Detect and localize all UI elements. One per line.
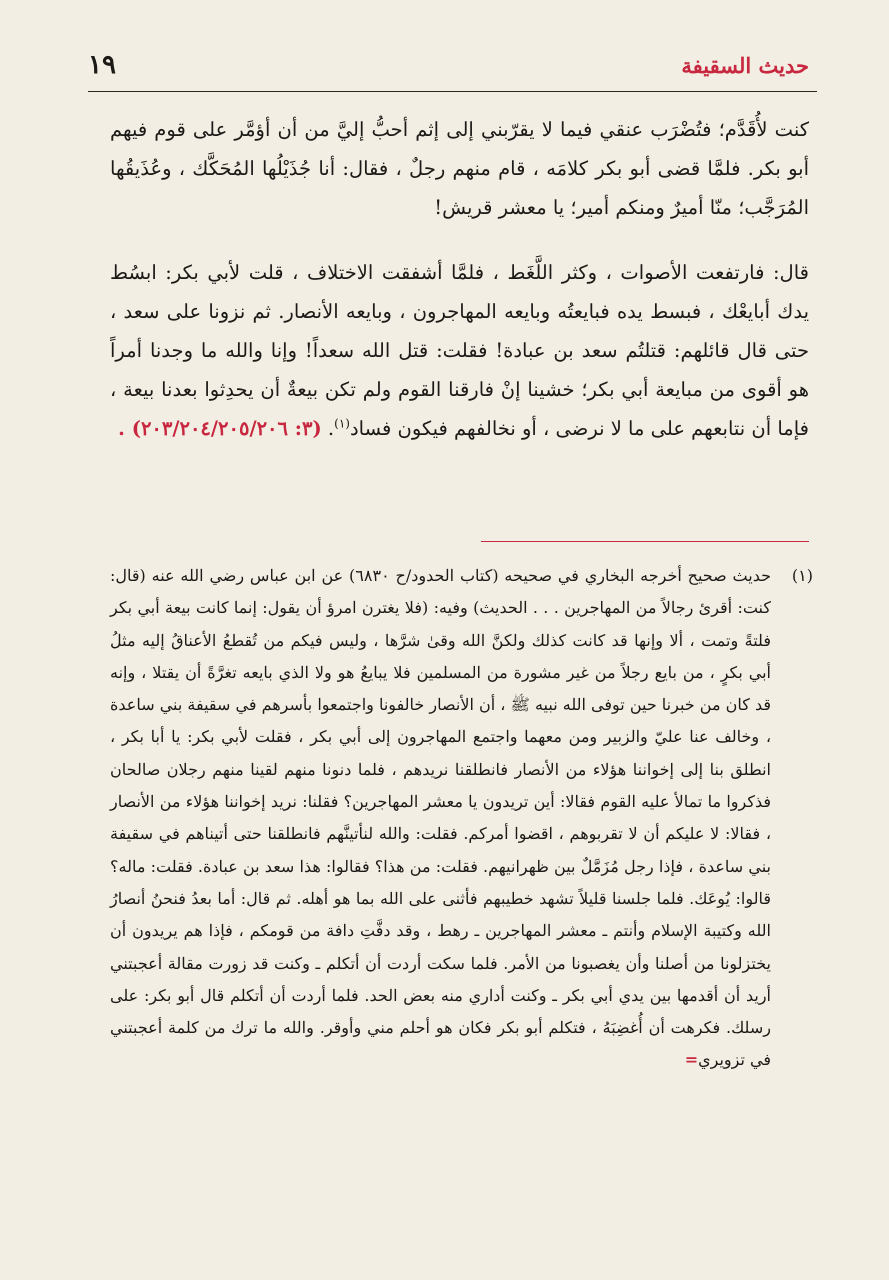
main-text <box>110 110 809 448</box>
footnote <box>110 560 813 1077</box>
paragraph-2-text: قال: فارتفعت الأصوات ، وكثر اللَّغَط ، فلمَّا أشفقت الاختلاف ، قلت لأبي بكر: ابسُط يدك أبايعْك ، فبسط يده فبايعتُه وبايعه المهاجرون ، وبايعه الأنصار. ثم نزونا على سعد ، حتى قال قائلهم: قتلتُم سعد بن عبادة! فقلت: قتل الله سعداً! وإنا والله ما وجدنا أمراً هو أقوى من مبايعة أبي بكر؛ خشينا إنْ فارقنا القوم ولم تكن بيعةٌ أن يحدِثوا بعدنا بيعة ، فإما أن نتابعهم على ما لا نرضى ، أو نخالفهم فيكون فساد <box>110 261 809 440</box>
continuation-mark: = <box>684 1050 699 1070</box>
page-number: ١٩ <box>88 50 116 80</box>
footnote-body <box>110 560 771 1077</box>
footnote-marker: (١) <box>791 566 813 585</box>
footnote-text: حديث صحيح أخرجه البخاري في صحيحه (كتاب الحدود/ح ٦٨٣٠) عن ابن عباس رضي الله عنه (قال: كنت: أقرئ رجالاً من المهاجرين . . . الحديث) وفيه: (فلا يغترن امرؤ أن يقول: إنما كانت بيعة أبي بكر فلتةً وتمت ، ألا وإنها قد كانت كذلك ولكنَّ الله وقىٰ شرَّها ، وليس فيكم من تُقطعُ الأعناقُ إليه مثلُ أبي بكرٍ ، من بايع رجلاً من غير مشورة من المسلمين فلا يبايعُ هو ولا الذي بايعه تغرَّةً أن يقتلا ، وإنه قد كان من خبرنا حين توفى الله نبيه ﷺ ، أن الأنصار خالفونا واجتمعوا بأسرهم في سقيفة بني ساعدة ، وخالف عنا عليّ والزبير ومن معهما واجتمع المهاجرون إلى أبي بكر ، فقلت لأبي بكر: يا أبا بكر ، انطلق بنا إلى إخواننا هؤلاء من الأنصار فانطلقنا نريدهم ، فلما دنونا منهم لقينا منهم رجلان صالحان فذكروا ما تمالأ عليه القوم فقالا: أين تريدون يا معشر المهاجرين؟ فقلنا: نريد إخواننا هؤلاء من الأنصار ، فقالا: لا عليكم أن لا تقربوهم ، اقضوا أمركم. فقلت: والله لنأتينَّهم فانطلقنا حتى أتيناهم في سقيفة بني ساعدة ، فإذا رجل مُزَمَّلٌ بين ظهرانيهم. فقلت: من هذا؟ فقالوا: هذا سعد بن عبادة. فقلت: ماله؟ قالوا: يُوعَك. فلما جلسنا قليلاً تشهد خطيبهم فأثنى على الله بما هو أهله. ثم قال: أما بعدُ فنحنُ أنصارُ الله وكتيبة الإسلام وأنتم ـ معشر المهاجرين ـ رهط ، وقد دفَّتِ دافة من قومكم ، فإذا هم يريدون أن يختزلونا من أصلنا وأن يغصبونا من الأمر. فلما سكت أردت أن أتكلم ـ وكنت قد زورت مقالة أعجبتني أريد أن أقدمها بين يدي أبي بكر ـ وكنت أداري منه بعض الحد. فلما أردت أن أتكلم قال أبو بكر: على رسلك. فكرهت أن أُغضِبَهُ ، فتكلم أبو بكر فكان هو أحلم مني وأوقر. والله ما ترك من كلمة أعجبتني في تزويري <box>110 566 772 1070</box>
running-title: حديث السقيفة <box>681 52 809 78</box>
page-header <box>88 42 809 88</box>
footnote-reference: (١) <box>334 416 350 431</box>
header-rule <box>88 91 817 92</box>
footnote-separator <box>481 541 809 542</box>
paragraph-1: كنت لأُقَدَّم؛ فتُضْرَب عنقي فيما لا يقرّبني إلى إثم أحبُّ إليَّ من أن أؤمَّر على قوم فيهم أبو بكر. فلمَّا قضى أبو بكر كلامَه ، قام منهم رجلٌ ، فقال: أنا جُذَيْلُها المُحَكَّك ، وعُذَيقُها المُرَجَّب؛ منّا أميرٌ ومنكم أمير؛ يا معشر قريش! <box>110 118 809 219</box>
source-citation: (٣: ٢٠٣/٢٠٤/٢٠٥/٢٠٦) . <box>118 417 322 440</box>
paragraph-2: قال: فارتفعت الأصوات ، وكثر اللَّغَط ، فلمَّا أشفقت الاختلاف ، قلت لأبي بكر: ابسُط يدك أبايعْك ، فبسط يده فبايعتُه وبايعه المهاجرون ، وبايعه الأنصار. ثم نزونا على سعد ، حتى قال قائلهم: قتلتُم سعد بن عبادة! فقلت: قتل الله سعداً! وإنا والله ما وجدنا أمراً هو أقوى من مبايعة أبي بكر؛ خشينا إنْ فارقنا القوم ولم تكن بيعةٌ أن يحدِثوا بعدنا بيعة ، فإما أن نتابعهم على ما لا نرضى ، أو نخالفهم فيكون فساد$^{(١)}$. (٣: ٢٠٣/٢٠٤/٢٠٥/٢٠٦) . <box>110 261 809 440</box>
